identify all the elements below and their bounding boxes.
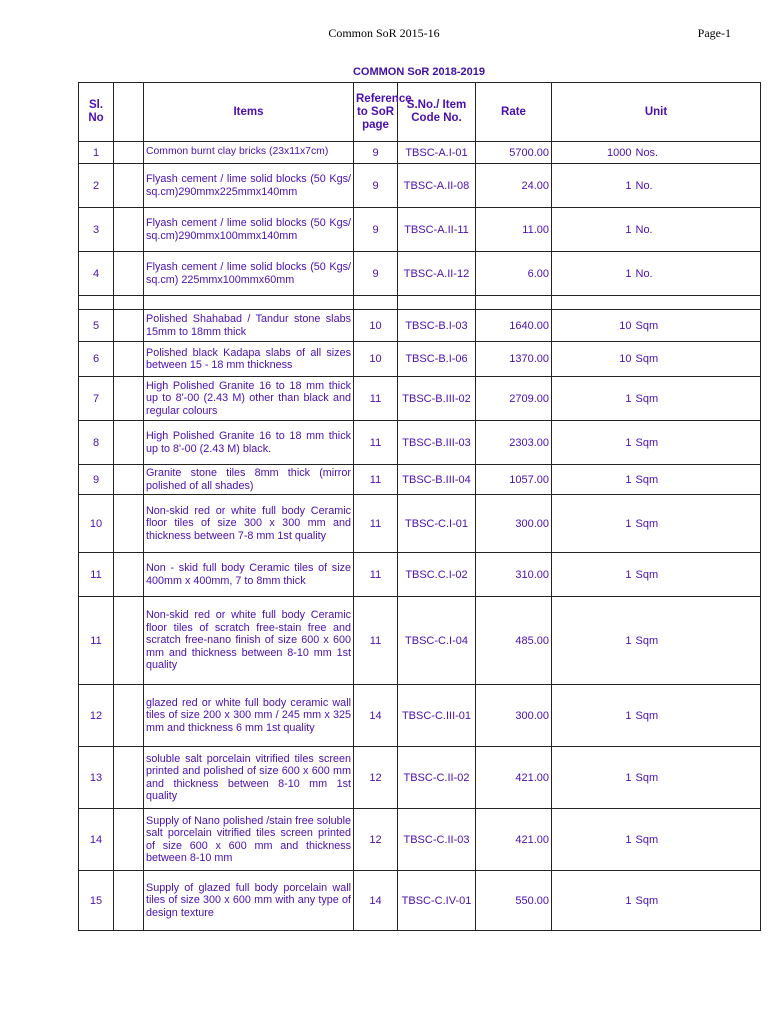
cell-sl: 10 (79, 495, 114, 553)
cell-qty: 1 (552, 465, 634, 495)
cell-qty (552, 296, 634, 310)
cell-item: Non-skid red or white full body Ceramic floor tiles of size 300 x 300 mm and thickness between 7-8 mm 1st quality (144, 495, 354, 553)
cell-item (144, 296, 354, 310)
cell-rate (476, 296, 552, 310)
cell-qty: 1 (552, 208, 634, 252)
cell-code: TBSC-B.I-06 (398, 342, 476, 377)
cell-code: TBSC-B.III-04 (398, 465, 476, 495)
cell-rate: 2303.00 (476, 421, 552, 465)
cell-item: Flyash cement / lime solid blocks (50 Kgs/ sq.cm)290mmx225mmx140mm (144, 164, 354, 208)
cell-item: Supply of Nano polished /stain free soluble salt porcelain vitrified tiles screen printed of size 600 x 600 mm and thickness between 8-10 mm (144, 809, 354, 871)
cell-qty: 1 (552, 164, 634, 208)
cell-sl: 4 (79, 252, 114, 296)
cell-ref: 11 (354, 553, 398, 597)
cell-ref: 11 (354, 421, 398, 465)
cell-unit: Sqm (634, 342, 761, 377)
cell-code: TBSC-C.II-03 (398, 809, 476, 871)
cell-rate: 300.00 (476, 685, 552, 747)
cell-qty: 1 (552, 421, 634, 465)
cell-unit: Sqm (634, 809, 761, 871)
cell-blank (114, 164, 144, 208)
cell-sl: 8 (79, 421, 114, 465)
table-row (79, 871, 761, 931)
cell-blank (114, 685, 144, 747)
cell-unit: Sqm (634, 871, 761, 931)
cell-blank (114, 871, 144, 931)
cell-unit: Sqm (634, 747, 761, 809)
table-row (79, 809, 761, 871)
cell-ref: 11 (354, 495, 398, 553)
table-row (79, 495, 761, 553)
cell-sl: 12 (79, 685, 114, 747)
cell-item: High Polished Granite 16 to 18 mm thick up to 8'-00 (2.43 M) black. (144, 421, 354, 465)
table-row (79, 553, 761, 597)
table-body (79, 142, 761, 931)
cell-code: TBSC-A.II-12 (398, 252, 476, 296)
col-header-unit: Unit (552, 83, 761, 142)
document-title: COMMON SoR 2018-2019 (352, 66, 486, 78)
cell-rate: 1640.00 (476, 310, 552, 342)
cell-item: Non - skid full body Ceramic tiles of size 400mm x 400mm, 7 to 8mm thick (144, 553, 354, 597)
cell-rate: 550.00 (476, 871, 552, 931)
cell-unit: No. (634, 252, 761, 296)
table-row (79, 208, 761, 252)
cell-qty: 1000 (552, 142, 634, 164)
cell-sl: 14 (79, 809, 114, 871)
table-header-row (79, 83, 761, 142)
cell-rate: 6.00 (476, 252, 552, 296)
cell-blank (114, 465, 144, 495)
cell-sl: 13 (79, 747, 114, 809)
cell-ref: 11 (354, 377, 398, 421)
cell-sl: 9 (79, 465, 114, 495)
cell-qty: 1 (552, 495, 634, 553)
cell-code: TBSC-B.I-03 (398, 310, 476, 342)
cell-blank (114, 809, 144, 871)
cell-blank (114, 142, 144, 164)
cell-ref: 12 (354, 747, 398, 809)
cell-blank (114, 310, 144, 342)
cell-ref: 9 (354, 208, 398, 252)
cell-blank (114, 747, 144, 809)
cell-sl (79, 296, 114, 310)
cell-sl: 2 (79, 164, 114, 208)
cell-code: TBSC-C.III-01 (398, 685, 476, 747)
cell-sl: 11 (79, 553, 114, 597)
cell-blank (114, 342, 144, 377)
page-header (0, 26, 768, 42)
table-row (79, 164, 761, 208)
cell-item: Flyash cement / lime solid blocks (50 Kgs/ sq.cm) 225mmx100mmx60mm (144, 252, 354, 296)
cell-rate: 485.00 (476, 597, 552, 685)
cell-rate: 421.00 (476, 747, 552, 809)
cell-qty: 10 (552, 342, 634, 377)
cell-item: glazed red or white full body ceramic wall tiles of size 200 x 300 mm / 245 mm x 325 mm and thickness 6 mm 1st quality (144, 685, 354, 747)
cell-ref: 9 (354, 164, 398, 208)
cell-blank (114, 553, 144, 597)
cell-sl: 7 (79, 377, 114, 421)
cell-unit: Sqm (634, 377, 761, 421)
cell-blank (114, 252, 144, 296)
cell-blank (114, 597, 144, 685)
cell-ref: 11 (354, 465, 398, 495)
cell-sl: 5 (79, 310, 114, 342)
cell-code: TBSC-B.III-03 (398, 421, 476, 465)
cell-ref: 10 (354, 342, 398, 377)
cell-qty: 1 (552, 809, 634, 871)
cell-unit: No. (634, 208, 761, 252)
cell-unit: Nos. (634, 142, 761, 164)
table-row (79, 685, 761, 747)
header-title: Common SoR 2015-16 (328, 26, 440, 40)
cell-sl: 1 (79, 142, 114, 164)
cell-item: Polished Shahabad / Tandur stone slabs 15mm to 18mm thick (144, 310, 354, 342)
page-number: Page-1 (697, 26, 731, 40)
col-header-rate: Rate (476, 83, 552, 142)
cell-code: TBSC-C.II-02 (398, 747, 476, 809)
table-row (79, 597, 761, 685)
cell-ref: 14 (354, 871, 398, 931)
cell-code: TBSC-C.I-01 (398, 495, 476, 553)
cell-unit: Sqm (634, 421, 761, 465)
col-header-blank (114, 83, 144, 142)
table-row (79, 377, 761, 421)
cell-sl: 11 (79, 597, 114, 685)
cell-code: TBSC.C.I-02 (398, 553, 476, 597)
cell-ref: 12 (354, 809, 398, 871)
cell-sl: 3 (79, 208, 114, 252)
cell-item: Non-skid red or white full body Ceramic floor tiles of scratch free-stain free and scratch free-nano finish of size 600 x 600 mm and thickness between 8-10 mm 1st quality (144, 597, 354, 685)
cell-code: TBSC-A.II-11 (398, 208, 476, 252)
cell-item: Common burnt clay bricks (23x11x7cm) (144, 142, 354, 164)
table-row (79, 310, 761, 342)
cell-qty: 1 (552, 747, 634, 809)
cell-unit: Sqm (634, 685, 761, 747)
cell-unit: Sqm (634, 465, 761, 495)
cell-unit: Sqm (634, 553, 761, 597)
cell-code: TBSC-A.I-01 (398, 142, 476, 164)
cell-code: TBSC-C.IV-01 (398, 871, 476, 931)
cell-item: soluble salt porcelain vitrified tiles screen printed and polished of size 600 x 600 mm and thickness between 8-10 mm 1st quality (144, 747, 354, 809)
cell-blank (114, 377, 144, 421)
cell-item: Polished black Kadapa slabs of all sizes between 15 - 18 mm thickness (144, 342, 354, 377)
cell-ref: 10 (354, 310, 398, 342)
cell-ref: 9 (354, 142, 398, 164)
cell-code: TBSC-B.III-02 (398, 377, 476, 421)
table-row (79, 252, 761, 296)
cell-code: TBSC-C.I-04 (398, 597, 476, 685)
col-header-items: Items (144, 83, 354, 142)
cell-qty: 1 (552, 553, 634, 597)
cell-rate: 24.00 (476, 164, 552, 208)
cell-unit: No. (634, 164, 761, 208)
cell-unit: Sqm (634, 310, 761, 342)
cell-ref: 14 (354, 685, 398, 747)
col-header-ref: Reference to SoR page (354, 83, 398, 142)
cell-rate: 1370.00 (476, 342, 552, 377)
table-row (79, 142, 761, 164)
cell-rate: 2709.00 (476, 377, 552, 421)
table-row (79, 421, 761, 465)
cell-item: High Polished Granite 16 to 18 mm thick up to 8'-00 (2.43 M) other than black and regular colours (144, 377, 354, 421)
cell-qty: 1 (552, 377, 634, 421)
table-row (79, 296, 761, 310)
cell-unit (634, 296, 761, 310)
col-header-sl: Sl. No (79, 83, 114, 142)
sor-table (78, 82, 761, 931)
cell-blank (114, 208, 144, 252)
cell-unit: Sqm (634, 495, 761, 553)
cell-rate: 11.00 (476, 208, 552, 252)
cell-code (398, 296, 476, 310)
table-row (79, 342, 761, 377)
cell-sl: 15 (79, 871, 114, 931)
cell-qty: 1 (552, 252, 634, 296)
table-row (79, 465, 761, 495)
cell-qty: 1 (552, 685, 634, 747)
cell-rate: 300.00 (476, 495, 552, 553)
cell-qty: 10 (552, 310, 634, 342)
cell-qty: 1 (552, 597, 634, 685)
cell-blank (114, 296, 144, 310)
cell-item: Granite stone tiles 8mm thick (mirror polished of all shades) (144, 465, 354, 495)
cell-rate: 421.00 (476, 809, 552, 871)
table-row (79, 747, 761, 809)
cell-rate: 1057.00 (476, 465, 552, 495)
cell-qty: 1 (552, 871, 634, 931)
cell-rate: 5700.00 (476, 142, 552, 164)
cell-ref: 9 (354, 252, 398, 296)
cell-item: Flyash cement / lime solid blocks (50 Kgs/ sq.cm)290mmx100mmx140mm (144, 208, 354, 252)
cell-blank (114, 495, 144, 553)
cell-item: Supply of glazed full body porcelain wall tiles of size 300 x 600 mm with any type of design texture (144, 871, 354, 931)
cell-ref: 11 (354, 597, 398, 685)
cell-sl: 6 (79, 342, 114, 377)
cell-unit: Sqm (634, 597, 761, 685)
col-header-code: S.No./ Item Code No. (398, 83, 476, 142)
cell-blank (114, 421, 144, 465)
cell-code: TBSC-A.II-08 (398, 164, 476, 208)
cell-ref (354, 296, 398, 310)
cell-rate: 310.00 (476, 553, 552, 597)
